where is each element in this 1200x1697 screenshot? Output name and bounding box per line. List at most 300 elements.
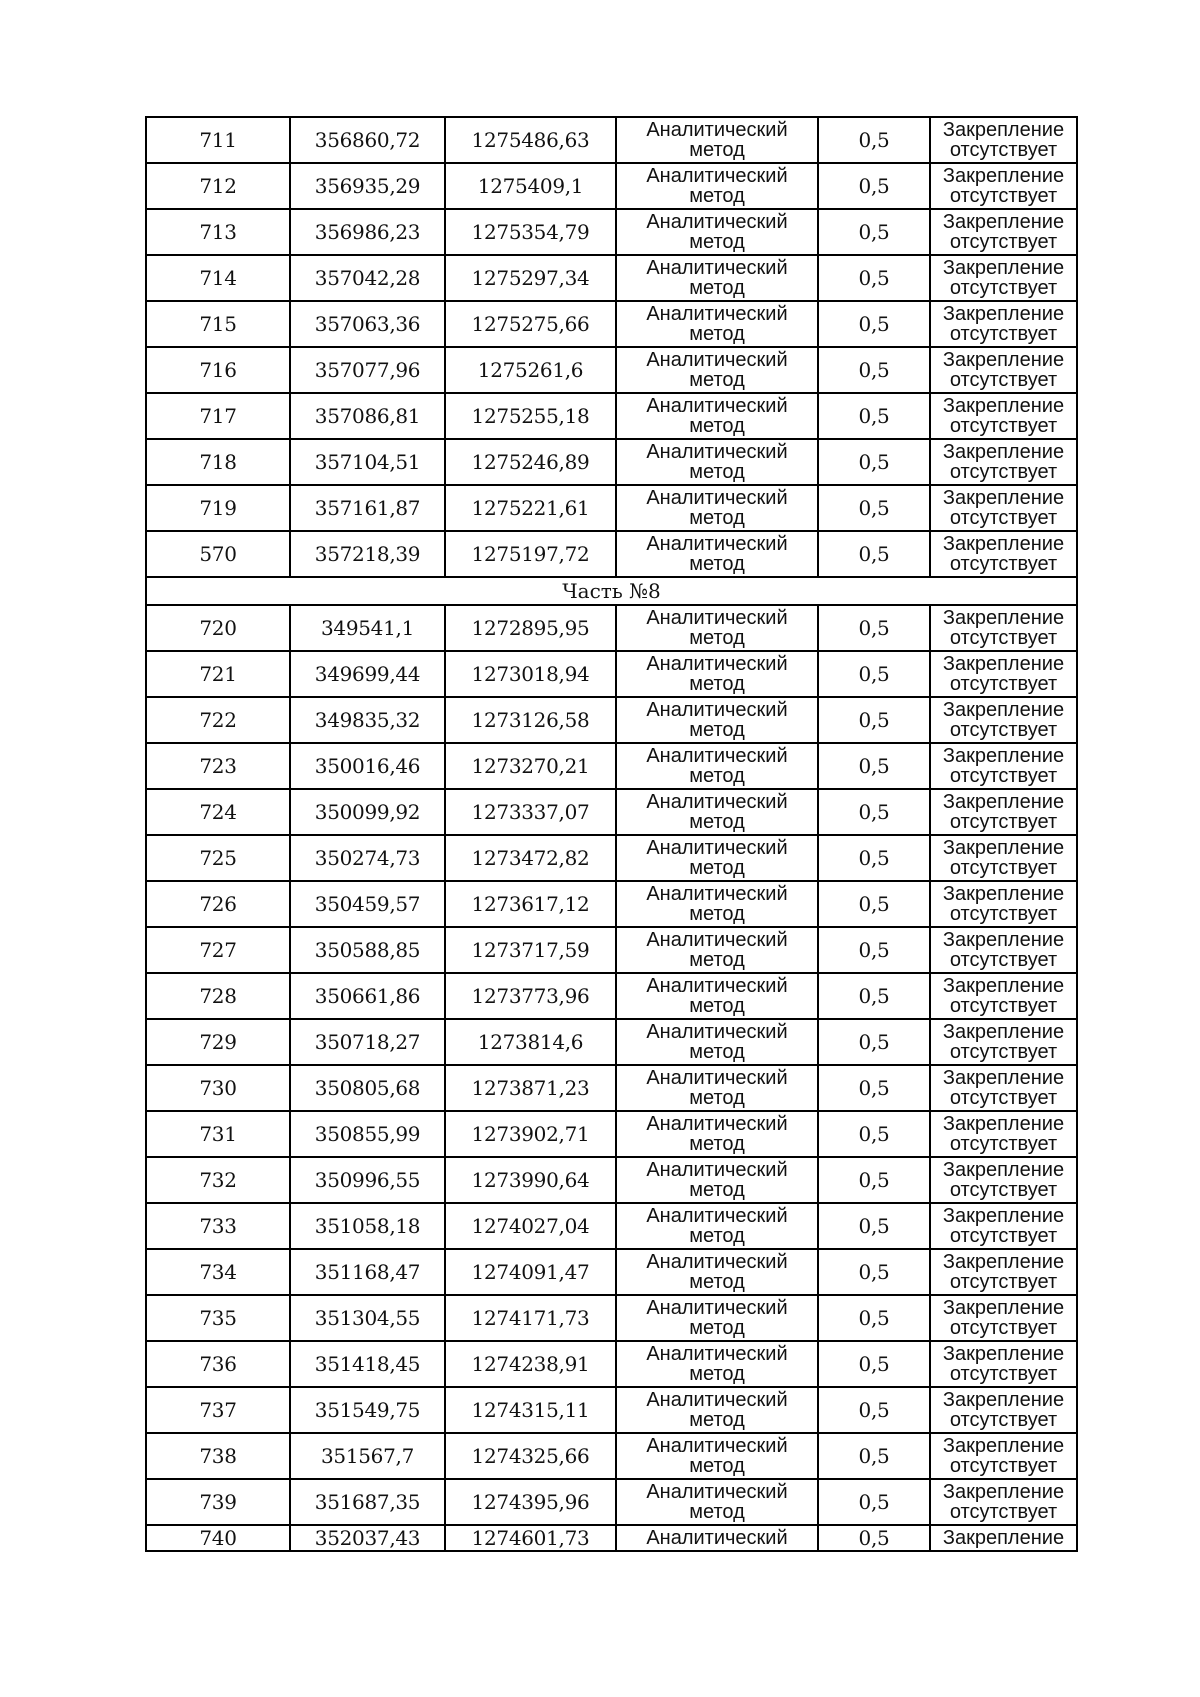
method-line: метод bbox=[689, 811, 745, 833]
fixation-line: отсутствует bbox=[949, 277, 1058, 299]
method-cell bbox=[616, 973, 818, 1019]
point-number-cell: 718 bbox=[146, 439, 290, 485]
method-cell bbox=[616, 1525, 818, 1551]
y-coordinate-cell: 1275297,34 bbox=[445, 255, 616, 301]
y-coordinate-cell: 1273717,59 bbox=[445, 927, 616, 973]
method-line: метод bbox=[689, 415, 745, 437]
point-number-cell: 717 bbox=[146, 393, 290, 439]
fixation-cell bbox=[930, 697, 1077, 743]
fixation-line: Закрепление bbox=[942, 1251, 1065, 1273]
point-number-cell: 737 bbox=[146, 1387, 290, 1433]
fixation-cell bbox=[930, 439, 1077, 485]
fixation-cell bbox=[930, 1249, 1077, 1295]
table-row bbox=[146, 1341, 1077, 1387]
fixation-line: отсутствует bbox=[949, 903, 1058, 925]
fixation-cell bbox=[930, 1111, 1077, 1157]
accuracy-cell: 0,5 bbox=[818, 881, 930, 927]
method-line: метод bbox=[689, 1041, 745, 1063]
method-line: Аналитический bbox=[646, 119, 788, 141]
fixation-line: отсутствует bbox=[949, 857, 1058, 879]
method-line: метод bbox=[689, 139, 745, 161]
fixation-cell bbox=[930, 1019, 1077, 1065]
x-coordinate-cell: 352037,43 bbox=[290, 1525, 445, 1551]
accuracy-cell: 0,5 bbox=[818, 1479, 930, 1525]
method-line: метод bbox=[689, 949, 745, 971]
fixation-cell bbox=[930, 881, 1077, 927]
method-line: метод bbox=[689, 277, 745, 299]
table-row bbox=[146, 743, 1077, 789]
fixation-line: отсутствует bbox=[949, 765, 1058, 787]
y-coordinate-cell: 1273617,12 bbox=[445, 881, 616, 927]
x-coordinate-cell: 350855,99 bbox=[290, 1111, 445, 1157]
fixation-cell bbox=[930, 163, 1077, 209]
fixation-cell bbox=[930, 1295, 1077, 1341]
table-row bbox=[146, 881, 1077, 927]
method-line: Аналитический bbox=[646, 1389, 788, 1411]
x-coordinate-cell: 357161,87 bbox=[290, 485, 445, 531]
accuracy-cell: 0,5 bbox=[818, 973, 930, 1019]
method-cell bbox=[616, 743, 818, 789]
method-cell bbox=[616, 1111, 818, 1157]
method-cell bbox=[616, 1479, 818, 1525]
table-body bbox=[146, 117, 1077, 1551]
method-line: метод bbox=[689, 1225, 745, 1247]
fixation-line: Закрепление bbox=[942, 791, 1065, 813]
method-line: Аналитический bbox=[646, 1481, 788, 1503]
point-number-cell: 712 bbox=[146, 163, 290, 209]
method-line: Аналитический bbox=[646, 883, 788, 905]
point-number-cell: 726 bbox=[146, 881, 290, 927]
method-cell bbox=[616, 927, 818, 973]
fixation-line: Закрепление bbox=[942, 211, 1065, 233]
method-line: метод bbox=[689, 1087, 745, 1109]
method-line: метод bbox=[689, 903, 745, 925]
accuracy-cell: 0,5 bbox=[818, 439, 930, 485]
method-cell bbox=[616, 789, 818, 835]
method-cell bbox=[616, 1249, 818, 1295]
fixation-line: Закрепление bbox=[942, 1527, 1065, 1549]
fixation-line: Закрепление bbox=[942, 1067, 1065, 1089]
accuracy-cell: 0,5 bbox=[818, 393, 930, 439]
x-coordinate-cell: 357042,28 bbox=[290, 255, 445, 301]
x-coordinate-cell: 349699,44 bbox=[290, 651, 445, 697]
method-cell bbox=[616, 163, 818, 209]
point-number-cell: 721 bbox=[146, 651, 290, 697]
fixation-line: отсутствует bbox=[949, 1271, 1058, 1293]
y-coordinate-cell: 1275261,6 bbox=[445, 347, 616, 393]
x-coordinate-cell: 350459,57 bbox=[290, 881, 445, 927]
point-number-cell: 740 bbox=[146, 1525, 290, 1551]
fixation-line: отсутствует bbox=[949, 1087, 1058, 1109]
method-line: Аналитический bbox=[646, 303, 788, 325]
accuracy-cell: 0,5 bbox=[818, 209, 930, 255]
y-coordinate-cell: 1275354,79 bbox=[445, 209, 616, 255]
table-row bbox=[146, 789, 1077, 835]
fixation-line: Закрепление bbox=[942, 395, 1065, 417]
method-line: Аналитический bbox=[646, 211, 788, 233]
fixation-cell bbox=[930, 1479, 1077, 1525]
y-coordinate-cell: 1275255,18 bbox=[445, 393, 616, 439]
method-line: метод bbox=[689, 995, 745, 1017]
method-cell bbox=[616, 835, 818, 881]
fixation-line: Закрепление bbox=[942, 119, 1065, 141]
method-line: Аналитический bbox=[646, 533, 788, 555]
method-line: метод bbox=[689, 369, 745, 391]
method-cell bbox=[616, 1157, 818, 1203]
method-line: метод bbox=[689, 719, 745, 741]
x-coordinate-cell: 351058,18 bbox=[290, 1203, 445, 1249]
point-number-cell: 722 bbox=[146, 697, 290, 743]
fixation-line: Закрепление bbox=[942, 303, 1065, 325]
point-number-cell: 734 bbox=[146, 1249, 290, 1295]
x-coordinate-cell: 357086,81 bbox=[290, 393, 445, 439]
table-row bbox=[146, 439, 1077, 485]
y-coordinate-cell: 1274315,11 bbox=[445, 1387, 616, 1433]
fixation-line: Закрепление bbox=[942, 1113, 1065, 1135]
point-number-cell: 715 bbox=[146, 301, 290, 347]
fixation-line: Закрепление bbox=[942, 975, 1065, 997]
method-line: Аналитический bbox=[646, 487, 788, 509]
fixation-cell bbox=[930, 651, 1077, 697]
method-line: метод bbox=[689, 185, 745, 207]
method-cell bbox=[616, 301, 818, 347]
point-number-cell: 570 bbox=[146, 531, 290, 577]
method-cell bbox=[616, 393, 818, 439]
fixation-line: Закрепление bbox=[942, 883, 1065, 905]
table-row bbox=[146, 163, 1077, 209]
y-coordinate-cell: 1273871,23 bbox=[445, 1065, 616, 1111]
x-coordinate-cell: 350718,27 bbox=[290, 1019, 445, 1065]
accuracy-cell: 0,5 bbox=[818, 1157, 930, 1203]
x-coordinate-cell: 351304,55 bbox=[290, 1295, 445, 1341]
method-cell bbox=[616, 881, 818, 927]
table-row bbox=[146, 605, 1077, 651]
fixation-line: Закрепление bbox=[942, 1481, 1065, 1503]
fixation-line: отсутствует bbox=[949, 949, 1058, 971]
method-line: метод bbox=[689, 461, 745, 483]
method-line: Аналитический bbox=[646, 653, 788, 675]
fixation-line: Закрепление bbox=[942, 607, 1065, 629]
x-coordinate-cell: 357063,36 bbox=[290, 301, 445, 347]
x-coordinate-cell: 356986,23 bbox=[290, 209, 445, 255]
fixation-cell bbox=[930, 393, 1077, 439]
point-number-cell: 733 bbox=[146, 1203, 290, 1249]
method-line: Аналитический bbox=[646, 165, 788, 187]
table-row bbox=[146, 531, 1077, 577]
table-row bbox=[146, 1295, 1077, 1341]
method-cell bbox=[616, 485, 818, 531]
method-line: Аналитический bbox=[646, 1159, 788, 1181]
x-coordinate-cell: 351168,47 bbox=[290, 1249, 445, 1295]
method-cell bbox=[616, 1019, 818, 1065]
fixation-line: отсутствует bbox=[949, 1455, 1058, 1477]
y-coordinate-cell: 1273902,71 bbox=[445, 1111, 616, 1157]
accuracy-cell: 0,5 bbox=[818, 1387, 930, 1433]
point-number-cell: 723 bbox=[146, 743, 290, 789]
method-cell bbox=[616, 531, 818, 577]
method-line: метод bbox=[689, 231, 745, 253]
method-line: метод bbox=[689, 1179, 745, 1201]
method-line: метод bbox=[689, 765, 745, 787]
coordinates-table bbox=[145, 116, 1078, 1552]
method-line: метод bbox=[689, 553, 745, 575]
fixation-line: Закрепление bbox=[942, 487, 1065, 509]
y-coordinate-cell: 1274238,91 bbox=[445, 1341, 616, 1387]
fixation-cell bbox=[930, 927, 1077, 973]
point-number-cell: 725 bbox=[146, 835, 290, 881]
x-coordinate-cell: 351687,35 bbox=[290, 1479, 445, 1525]
method-line: Аналитический bbox=[646, 837, 788, 859]
accuracy-cell: 0,5 bbox=[818, 117, 930, 163]
accuracy-cell: 0,5 bbox=[818, 1295, 930, 1341]
y-coordinate-cell: 1274325,66 bbox=[445, 1433, 616, 1479]
x-coordinate-cell: 351549,75 bbox=[290, 1387, 445, 1433]
x-coordinate-cell: 356935,29 bbox=[290, 163, 445, 209]
method-line: метод bbox=[689, 1133, 745, 1155]
fixation-line: отсутствует bbox=[949, 1409, 1058, 1431]
point-number-cell: 730 bbox=[146, 1065, 290, 1111]
x-coordinate-cell: 350274,73 bbox=[290, 835, 445, 881]
method-line: Аналитический bbox=[646, 1251, 788, 1273]
y-coordinate-cell: 1274601,73 bbox=[445, 1525, 616, 1551]
point-number-cell: 731 bbox=[146, 1111, 290, 1157]
method-line: метод bbox=[689, 507, 745, 529]
x-coordinate-cell: 350805,68 bbox=[290, 1065, 445, 1111]
method-line: Аналитический bbox=[646, 257, 788, 279]
point-number-cell: 711 bbox=[146, 117, 290, 163]
point-number-cell: 727 bbox=[146, 927, 290, 973]
point-number-cell: 720 bbox=[146, 605, 290, 651]
method-cell bbox=[616, 347, 818, 393]
method-cell bbox=[616, 209, 818, 255]
method-line: метод bbox=[689, 1501, 745, 1523]
method-line: метод bbox=[689, 323, 745, 345]
method-line: Аналитический bbox=[646, 395, 788, 417]
accuracy-cell: 0,5 bbox=[818, 347, 930, 393]
x-coordinate-cell: 357218,39 bbox=[290, 531, 445, 577]
section-heading: Часть №8 bbox=[146, 577, 1077, 605]
fixation-line: Закрепление bbox=[942, 165, 1065, 187]
y-coordinate-cell: 1273337,07 bbox=[445, 789, 616, 835]
fixation-line: отсутствует bbox=[949, 1225, 1058, 1247]
accuracy-cell: 0,5 bbox=[818, 163, 930, 209]
table-row bbox=[146, 485, 1077, 531]
accuracy-cell: 0,5 bbox=[818, 605, 930, 651]
fixation-line: Закрепление bbox=[942, 1435, 1065, 1457]
fixation-line: отсутствует bbox=[949, 1041, 1058, 1063]
fixation-cell bbox=[930, 743, 1077, 789]
table-row bbox=[146, 651, 1077, 697]
y-coordinate-cell: 1275409,1 bbox=[445, 163, 616, 209]
point-number-cell: 729 bbox=[146, 1019, 290, 1065]
method-cell bbox=[616, 1433, 818, 1479]
method-line: Аналитический bbox=[646, 1205, 788, 1227]
fixation-line: отсутствует bbox=[949, 1133, 1058, 1155]
fixation-cell bbox=[930, 1387, 1077, 1433]
fixation-cell bbox=[930, 1433, 1077, 1479]
table-row bbox=[146, 1525, 1077, 1551]
fixation-line: отсутствует bbox=[949, 1501, 1058, 1523]
method-line: метод bbox=[689, 627, 745, 649]
accuracy-cell: 0,5 bbox=[818, 1341, 930, 1387]
table-row bbox=[146, 1019, 1077, 1065]
method-line: метод bbox=[689, 1317, 745, 1339]
fixation-cell bbox=[930, 347, 1077, 393]
method-line: метод bbox=[689, 1363, 745, 1385]
method-line: Аналитический bbox=[646, 1067, 788, 1089]
accuracy-cell: 0,5 bbox=[818, 1203, 930, 1249]
fixation-line: отсутствует bbox=[949, 995, 1058, 1017]
method-line: Аналитический bbox=[646, 441, 788, 463]
method-line: Аналитический bbox=[646, 699, 788, 721]
table-row bbox=[146, 1479, 1077, 1525]
method-cell bbox=[616, 439, 818, 485]
table-row bbox=[146, 973, 1077, 1019]
y-coordinate-cell: 1275246,89 bbox=[445, 439, 616, 485]
y-coordinate-cell: 1272895,95 bbox=[445, 605, 616, 651]
table-row bbox=[146, 1111, 1077, 1157]
fixation-line: отсутствует bbox=[949, 673, 1058, 695]
method-line: метод bbox=[689, 1455, 745, 1477]
point-number-cell: 728 bbox=[146, 973, 290, 1019]
y-coordinate-cell: 1274171,73 bbox=[445, 1295, 616, 1341]
y-coordinate-cell: 1275275,66 bbox=[445, 301, 616, 347]
fixation-line: отсутствует bbox=[949, 231, 1058, 253]
fixation-line: Закрепление bbox=[942, 1297, 1065, 1319]
fixation-line: отсутствует bbox=[949, 627, 1058, 649]
fixation-line: Закрепление bbox=[942, 1343, 1065, 1365]
fixation-cell bbox=[930, 209, 1077, 255]
fixation-line: отсутствует bbox=[949, 369, 1058, 391]
fixation-line: отсутствует bbox=[949, 139, 1058, 161]
table-row bbox=[146, 927, 1077, 973]
accuracy-cell: 0,5 bbox=[818, 651, 930, 697]
x-coordinate-cell: 357077,96 bbox=[290, 347, 445, 393]
table-row bbox=[146, 1065, 1077, 1111]
x-coordinate-cell: 351418,45 bbox=[290, 1341, 445, 1387]
point-number-cell: 714 bbox=[146, 255, 290, 301]
y-coordinate-cell: 1274091,47 bbox=[445, 1249, 616, 1295]
fixation-cell bbox=[930, 835, 1077, 881]
method-line: Аналитический bbox=[646, 1113, 788, 1135]
table-row bbox=[146, 255, 1077, 301]
fixation-line: Закрепление bbox=[942, 1021, 1065, 1043]
point-number-cell: 713 bbox=[146, 209, 290, 255]
x-coordinate-cell: 350588,85 bbox=[290, 927, 445, 973]
method-line: Аналитический bbox=[646, 1297, 788, 1319]
accuracy-cell: 0,5 bbox=[818, 301, 930, 347]
method-line: Аналитический bbox=[646, 745, 788, 767]
fixation-cell bbox=[930, 301, 1077, 347]
method-cell bbox=[616, 117, 818, 163]
fixation-cell bbox=[930, 255, 1077, 301]
fixation-line: Закрепление bbox=[942, 1205, 1065, 1227]
y-coordinate-cell: 1273773,96 bbox=[445, 973, 616, 1019]
accuracy-cell: 0,5 bbox=[818, 1111, 930, 1157]
table-row bbox=[146, 347, 1077, 393]
fixation-line: Закрепление bbox=[942, 745, 1065, 767]
x-coordinate-cell: 349835,32 bbox=[290, 697, 445, 743]
method-line: Аналитический bbox=[646, 929, 788, 951]
y-coordinate-cell: 1273270,21 bbox=[445, 743, 616, 789]
method-line: Аналитический bbox=[646, 791, 788, 813]
fixation-line: отсутствует bbox=[949, 553, 1058, 575]
x-coordinate-cell: 351567,7 bbox=[290, 1433, 445, 1479]
method-line: метод bbox=[689, 1271, 745, 1293]
method-cell bbox=[616, 1341, 818, 1387]
table-row bbox=[146, 835, 1077, 881]
y-coordinate-cell: 1275221,61 bbox=[445, 485, 616, 531]
fixation-line: Закрепление bbox=[942, 257, 1065, 279]
method-cell bbox=[616, 1387, 818, 1433]
accuracy-cell: 0,5 bbox=[818, 1249, 930, 1295]
fixation-line: Закрепление bbox=[942, 837, 1065, 859]
table-row bbox=[146, 209, 1077, 255]
fixation-cell bbox=[930, 531, 1077, 577]
fixation-line: Закрепление bbox=[942, 1389, 1065, 1411]
accuracy-cell: 0,5 bbox=[818, 1019, 930, 1065]
point-number-cell: 724 bbox=[146, 789, 290, 835]
fixation-line: отсутствует bbox=[949, 1317, 1058, 1339]
x-coordinate-cell: 350016,46 bbox=[290, 743, 445, 789]
y-coordinate-cell: 1275197,72 bbox=[445, 531, 616, 577]
method-cell bbox=[616, 651, 818, 697]
method-cell bbox=[616, 255, 818, 301]
fixation-line: Закрепление bbox=[942, 441, 1065, 463]
x-coordinate-cell: 350661,86 bbox=[290, 973, 445, 1019]
fixation-line: Закрепление bbox=[942, 699, 1065, 721]
point-number-cell: 739 bbox=[146, 1479, 290, 1525]
fixation-line: Закрепление bbox=[942, 349, 1065, 371]
method-line: Аналитический bbox=[646, 349, 788, 371]
table-row bbox=[146, 393, 1077, 439]
method-cell bbox=[616, 697, 818, 743]
section-heading-row bbox=[146, 577, 1077, 605]
fixation-cell bbox=[930, 1157, 1077, 1203]
fixation-line: отсутствует bbox=[949, 415, 1058, 437]
accuracy-cell: 0,5 bbox=[818, 789, 930, 835]
method-line: Аналитический bbox=[646, 1435, 788, 1457]
method-line: метод bbox=[689, 673, 745, 695]
accuracy-cell: 0,5 bbox=[818, 835, 930, 881]
table-row bbox=[146, 1203, 1077, 1249]
method-cell bbox=[616, 1203, 818, 1249]
y-coordinate-cell: 1274395,96 bbox=[445, 1479, 616, 1525]
y-coordinate-cell: 1274027,04 bbox=[445, 1203, 616, 1249]
point-number-cell: 716 bbox=[146, 347, 290, 393]
accuracy-cell: 0,5 bbox=[818, 1065, 930, 1111]
y-coordinate-cell: 1273814,6 bbox=[445, 1019, 616, 1065]
accuracy-cell: 0,5 bbox=[818, 697, 930, 743]
method-line: Аналитический bbox=[646, 1343, 788, 1365]
accuracy-cell: 0,5 bbox=[818, 255, 930, 301]
fixation-cell bbox=[930, 1525, 1077, 1551]
fixation-cell bbox=[930, 1203, 1077, 1249]
accuracy-cell: 0,5 bbox=[818, 485, 930, 531]
point-number-cell: 732 bbox=[146, 1157, 290, 1203]
fixation-cell bbox=[930, 117, 1077, 163]
point-number-cell: 738 bbox=[146, 1433, 290, 1479]
x-coordinate-cell: 349541,1 bbox=[290, 605, 445, 651]
fixation-cell bbox=[930, 1065, 1077, 1111]
method-line: метод bbox=[689, 1409, 745, 1431]
method-line: Аналитический bbox=[646, 975, 788, 997]
fixation-line: отсутствует bbox=[949, 185, 1058, 207]
fixation-line: отсутствует bbox=[949, 461, 1058, 483]
table-row bbox=[146, 1433, 1077, 1479]
fixation-line: отсутствует bbox=[949, 811, 1058, 833]
fixation-cell bbox=[930, 789, 1077, 835]
